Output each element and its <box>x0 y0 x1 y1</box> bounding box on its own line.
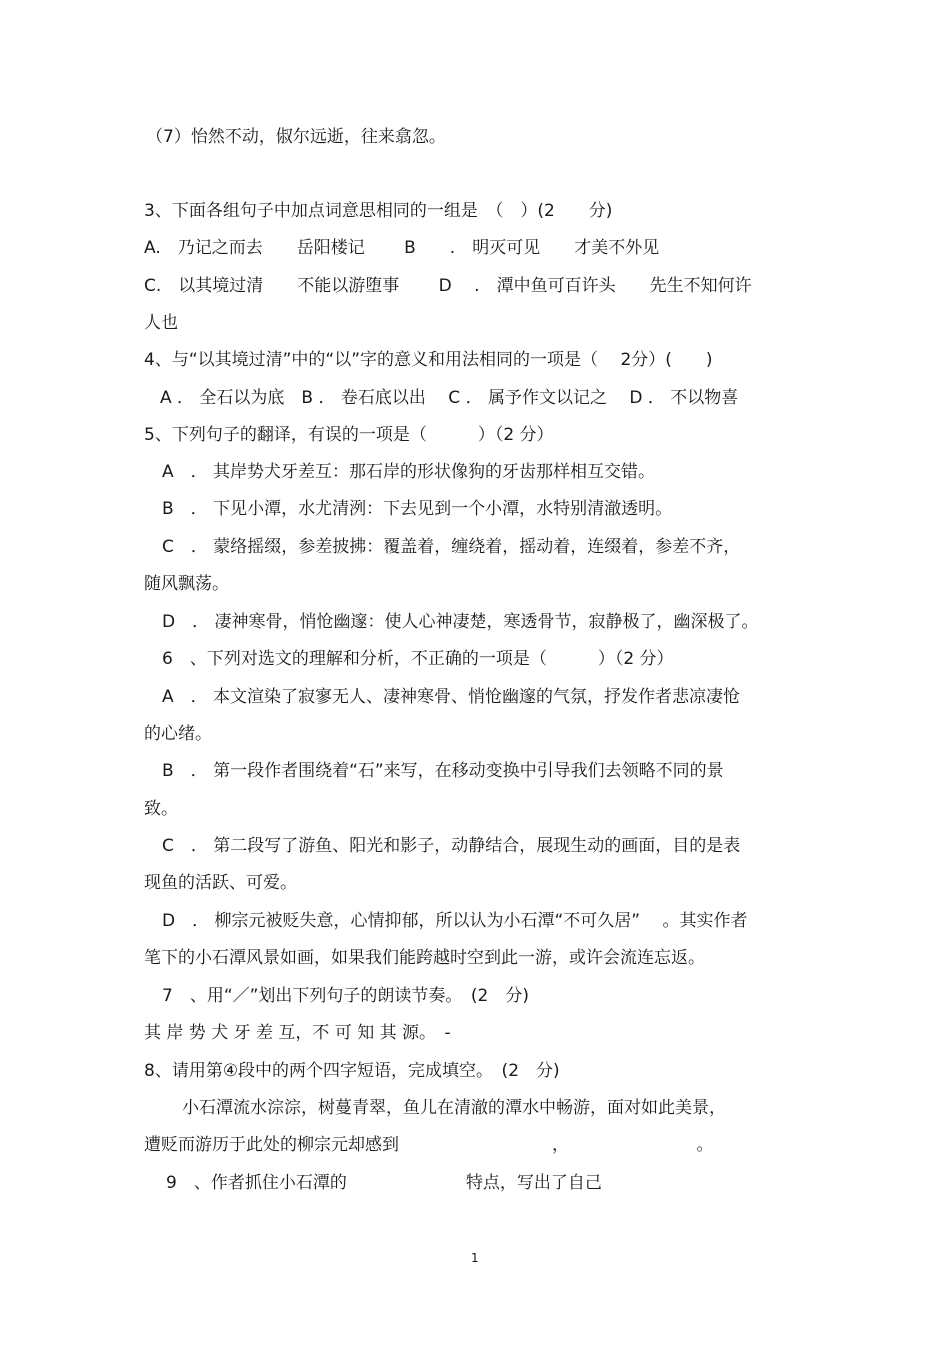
text-line: 致。 <box>144 799 178 819</box>
question-5: 5、下列句子的翻译，有误的一项是（ ）（2 分） <box>144 425 554 445</box>
question-3-option-ab: A. 乃记之而去 岳阳楼记 B . 明灭可见 才美不外见 <box>144 238 660 258</box>
question-6-option-b: B ． 第一段作者围绕着“石”来写，在移动变换中引导我们去领略不同的景 <box>162 761 724 781</box>
question-7-sentence: 其 岸 势 犬 牙 差 互，不 可 知 其 源。 - <box>144 1023 451 1043</box>
page-number: 1 <box>471 1251 479 1265</box>
question-5-option-c: C ． 蒙络摇缀，参差披拂：覆盖着，缠绕着，摇动着，连缀着，参差不齐， <box>162 537 741 557</box>
question-6: 6 、下列对选文的理解和分析，不正确的一项是（ ）（2 分） <box>162 649 674 669</box>
question-8-blanks: 遭贬而游历于此处的柳宗元却感到 ， 。 <box>144 1135 714 1155</box>
question-4: 4、与“以其境过清”中的“以”字的意义和用法相同的一项是（ 2分）( ) <box>144 350 713 370</box>
question-5-option-a: A ． 其岸势犬牙差互：那石岸的形状像狗的牙齿那样相互交错。 <box>162 462 656 482</box>
question-5-option-b: B ． 下见小潭，水尤清洌：下去见到一个小潭，水特别清澈透明。 <box>162 499 673 519</box>
text-line: 人也 <box>144 313 178 333</box>
text-line: 现鱼的活跃、可爱。 <box>144 873 297 893</box>
question-5-option-d: D ． 凄神寒骨，悄怆幽邃：使人心神凄楚，寒透骨节，寂静极了，幽深极了。 <box>162 612 759 632</box>
text-line: 笔下的小石潭风景如画，如果我们能跨越时空到此一游，或许会流连忘返。 <box>144 948 705 968</box>
text-line: 的心绪。 <box>144 724 212 744</box>
question-7: 7 、用“／”划出下列句子的朗读节奏。 (2 分) <box>162 986 530 1006</box>
question-8-passage: 小石潭流水淙淙，树蔓青翠，鱼儿在清澈的潭水中畅游，面对如此美景， <box>182 1098 726 1118</box>
question-9: 9 、作者抓住小石潭的 特点，写出了自己 <box>166 1173 602 1193</box>
question-6-option-c: C ． 第二段写了游鱼、阳光和影子，动静结合，展现生动的画面，目的是表 <box>162 836 741 856</box>
question-3-option-cd: C. 以其境过清 不能以游堕事 D . 潭中鱼可百许头 先生不知何许 <box>144 276 752 296</box>
question-4-options: A ． 全石以为底 B ． 卷石底以出 C ． 属予作文以记之 D ． 不以物喜 <box>160 388 739 408</box>
text-line: 随风飘荡。 <box>144 574 229 594</box>
question-3: 3、下面各组句子中加点词意思相同的一组是 （ ）(2 分) <box>144 201 613 221</box>
text-line: （7）怡然不动，俶尔远逝，往来翕忽。 <box>146 127 446 147</box>
question-6-option-d: D ． 柳宗元被贬失意，心情抑郁，所以认为小石潭“不可久居” 。其实作者 <box>162 911 748 931</box>
question-6-option-a: A ． 本文渲染了寂寥无人、凄神寒骨、悄怆幽邃的气氛，抒发作者悲凉凄怆 <box>162 687 741 707</box>
question-8: 8、请用第④段中的两个四字短语，完成填空。 (2 分) <box>144 1061 560 1081</box>
